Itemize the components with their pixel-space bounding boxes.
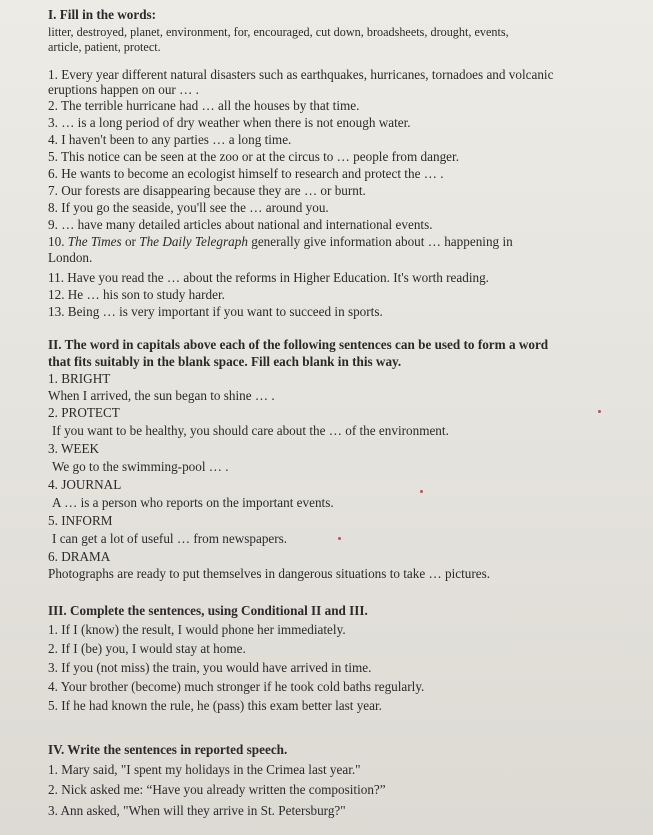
ink-mark [338,537,341,540]
s2-sentence-4: A … is a person who reports on the important events. [52,495,334,510]
s2-word-3: 3. WEEK [48,441,100,456]
s1-item-3: 3. … is a long period of dry weather when there is not enough water. [48,115,411,130]
section-1-title: I. Fill in the words: [48,7,157,22]
s2-sentence-5: I can get a lot of useful … from newspapers. [52,531,288,546]
s3-item-5: 5. If he had known the rule, he (pass) this exam better last year. [48,698,382,713]
s4-item-2: 2. Nick asked me: “Have you already written the composition?” [48,782,386,797]
s2-word-1: 1. BRIGHT [48,371,111,386]
section-2-title-line-2: that fits suitably in the blank space. Fill each blank in this way. [48,354,402,369]
section-3-title: III. Complete the sentences, using Conditional II and III. [48,603,368,618]
s2-sentence-6: Photographs are ready to put themselves in dangerous situations to take … pictures. [48,566,491,581]
s1-item-10-cont: London. [48,250,93,265]
s3-item-1: 1. If I (know) the result, I would phone her immediately. [48,622,346,637]
s2-sentence-2: If you want to be healthy, you should care about the … of the environment. [52,423,449,438]
s1-item-10-rest: generally give information about … happening in [247,234,513,249]
s1-item-1-cont: eruptions happen on our … . [48,82,199,97]
newspaper-name: The Times [67,234,122,249]
s2-sentence-1: When I arrived, the sun began to shine … . [48,388,275,403]
s1-item-13: 13. Being … is very important if you want to succeed in sports. [48,304,383,319]
word-bank-line-2: article, patient, protect. [48,40,161,54]
s2-word-4: 4. JOURNAL [48,477,122,492]
s1-item-9: 9. … have many detailed articles about national and international events. [48,217,433,232]
s2-word-5: 5. INFORM [48,513,113,528]
section-4-title: IV. Write the sentences in reported speech. [48,742,288,757]
s1-item-5: 5. This notice can be seen at the zoo or at the circus to … people from danger. [48,149,459,164]
newspaper-name: The Daily Telegraph [139,234,248,249]
s1-item-6: 6. He wants to become an ecologist himself to research and protect the … . [48,166,444,181]
s1-item-8: 8. If you go the seaside, you'll see the … around you. [48,200,329,215]
s1-item-2: 2. The terrible hurricane had … all the houses by that time. [48,98,360,113]
s4-item-1: 1. Mary said, "I spent my holidays in the Crimea last year." [48,762,361,777]
s1-item-12: 12. He … his son to study harder. [48,287,225,302]
s2-sentence-3: We go to the swimming-pool … . [52,459,229,474]
s2-word-6: 6. DRAMA [48,549,111,564]
s1-item-10-or: or [121,234,140,249]
s3-item-3: 3. If you (not miss) the train, you would have arrived in time. [48,660,372,675]
s1-item-10 [48,234,513,250]
s1-item-4: 4. I haven't been to any parties … a long time. [48,132,292,147]
s1-item-10-num: 10. [48,234,68,249]
s3-item-4: 4. Your brother (become) much stronger if he took cold baths regularly. [48,679,425,694]
section-2-title-line-1: II. The word in capitals above each of the following sentences can be used to form a word [48,337,549,352]
s1-item-1: 1. Every year different natural disasters such as earthquakes, hurricanes, tornadoes and volcanic [48,67,554,82]
s3-item-2: 2. If I (be) you, I would stay at home. [48,641,246,656]
word-bank-line-1: litter, destroyed, planet, environment, for, encouraged, cut down, broadsheets, drought, events, [48,25,509,39]
s2-word-2: 2. PROTECT [48,405,120,420]
s4-item-3: 3. Ann asked, "When will they arrive in St. Petersburg?" [48,803,346,818]
s1-item-7: 7. Our forests are disappearing because they are … or burnt. [48,183,366,198]
ink-mark [420,490,423,493]
s1-item-11: 11. Have you read the … about the reforms in Higher Education. It's worth reading. [48,270,489,285]
ink-mark [598,410,601,413]
